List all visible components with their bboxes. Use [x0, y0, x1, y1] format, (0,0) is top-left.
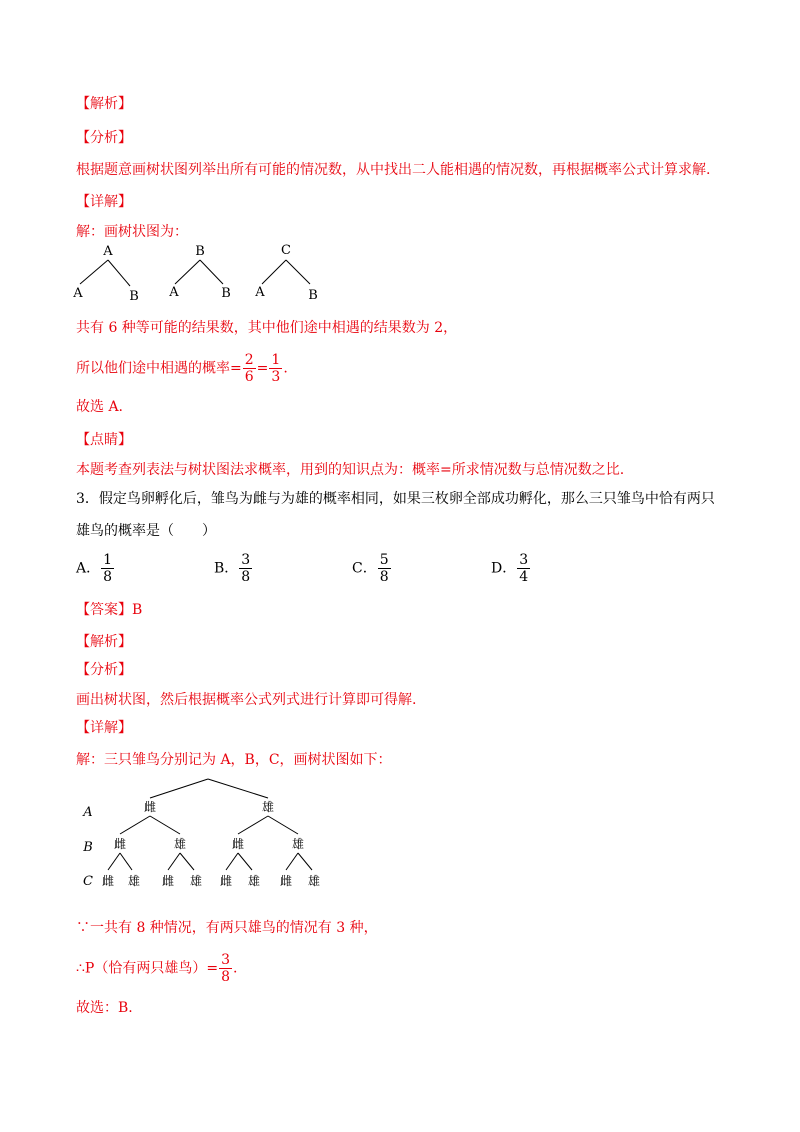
node-l3-5: 雄: [247, 874, 261, 888]
since-text: ∵一共有 8 种情况，有两只雄鸟的情况有 3 种，: [76, 920, 378, 936]
node-l2-1: 雄: [173, 837, 187, 851]
node-l3-6: 雌: [279, 874, 293, 888]
tree-diagram-chicks: [70, 774, 340, 894]
p-prefix: ∴P（恰有两只雄鸟）=: [76, 960, 219, 977]
node-l3-2: 雌: [161, 874, 175, 888]
frac-numerator: 3: [241, 552, 251, 568]
node-l3-3: 雄: [189, 874, 203, 888]
choice-text: 故选 A.: [76, 399, 124, 415]
prob-prefix: 所以他们途中相遇的概率=: [76, 360, 242, 377]
frac-numerator: 2: [244, 352, 254, 368]
section-fenxi-q3: 【分析】: [76, 662, 132, 678]
fraction-2-6: [243, 352, 256, 385]
node-l1-0: 雌: [143, 800, 157, 814]
frac-denominator: 8: [221, 969, 230, 985]
frac-numerator: 3: [519, 552, 529, 568]
row-label-c: C: [83, 874, 93, 889]
question-3-stem-line2: 雄鸟的概率是（ ）: [76, 523, 216, 539]
option-label: B．: [214, 560, 239, 577]
equals-sign: =: [256, 360, 269, 377]
frac-denominator: 6: [244, 369, 254, 385]
node-l3-7: 雄: [307, 874, 321, 888]
section-jiexi-q3: 【解析】: [76, 634, 132, 650]
frac-numerator: 1: [271, 352, 281, 368]
node-l3-4: 雌: [219, 874, 233, 888]
frac-numerator: 1: [103, 552, 113, 568]
option-a: [76, 552, 115, 585]
frac-denominator: 8: [103, 569, 113, 585]
frac-denominator: 8: [241, 569, 251, 585]
node-l2-0: 雌: [113, 837, 127, 851]
tree3-right: B: [308, 288, 318, 303]
tree2-right: B: [221, 286, 231, 301]
node-l2-2: 雌: [231, 837, 245, 851]
section-dianjing: 【点睛】: [76, 432, 132, 448]
jie-text: 解：画树状图为：: [76, 224, 188, 240]
period: .: [283, 360, 288, 377]
section-xiangjie: 【详解】: [76, 194, 132, 210]
dianjing-text: 本题考查列表法与树状图法求概率，用到的知识点为：概率=所求情况数与总情况数之比.: [76, 462, 625, 478]
p-line: [76, 952, 237, 985]
node-l2-3: 雄: [291, 837, 305, 851]
row-label-b: B: [83, 840, 93, 855]
node-l1-1: 雄: [261, 800, 275, 814]
answer-text: 【答案】B: [76, 602, 143, 618]
tree2-root: B: [195, 244, 205, 259]
fenxi-text-q3: 画出树状图，然后根据概率公式列式进行计算即可得解.: [76, 692, 417, 708]
fenxi-text: 根据题意画树状图列举出所有可能的情况数，从中找出二人能相遇的情况数，再根据概率公式计算求解.: [76, 162, 711, 178]
frac-numerator: 3: [221, 952, 230, 968]
row-label-a: A: [83, 805, 93, 820]
question-3-stem-line1: 3．假定鸟卵孵化后，雏鸟为雌与为雄的概率相同，如果三枚卵全部成功孵化，那么三只雏鸟中恰有两只: [76, 491, 715, 507]
count-text: 共有 6 种等可能的结果数，其中他们途中相遇的结果数为 2，: [76, 320, 458, 336]
fraction-3-8: [219, 952, 232, 985]
fraction-1-3: [269, 352, 282, 385]
node-l3-0: 雌: [101, 874, 115, 888]
option-b: [214, 552, 253, 585]
tree2-left: A: [169, 285, 179, 300]
option-label: C．: [352, 560, 377, 577]
frac-numerator: 5: [379, 552, 389, 568]
section-jiexi: 【解析】: [76, 96, 132, 112]
tree3-left: A: [255, 285, 265, 300]
tree-diagram-small: [60, 240, 350, 306]
tree1-right: B: [129, 289, 139, 304]
tree1-root: A: [103, 244, 113, 259]
option-label: D．: [491, 560, 517, 577]
node-l3-1: 雄: [127, 874, 141, 888]
option-d: [491, 552, 531, 585]
jie-text-q3: 解：三只雏鸟分别记为 A，B，C，画树状图如下：: [76, 752, 392, 768]
tree1-left: A: [73, 286, 83, 301]
option-label: A．: [76, 560, 101, 577]
frac-denominator: 3: [271, 369, 281, 385]
frac-denominator: 4: [519, 569, 529, 585]
period: .: [232, 960, 238, 977]
section-xiangjie-q3: 【详解】: [76, 720, 132, 736]
choice-text-q3: 故选：B.: [76, 1000, 133, 1016]
tree3-root: C: [281, 243, 291, 258]
section-fenxi: 【分析】: [76, 130, 132, 146]
frac-denominator: 8: [379, 569, 389, 585]
option-c: [352, 552, 392, 585]
prob-line: [76, 352, 288, 385]
